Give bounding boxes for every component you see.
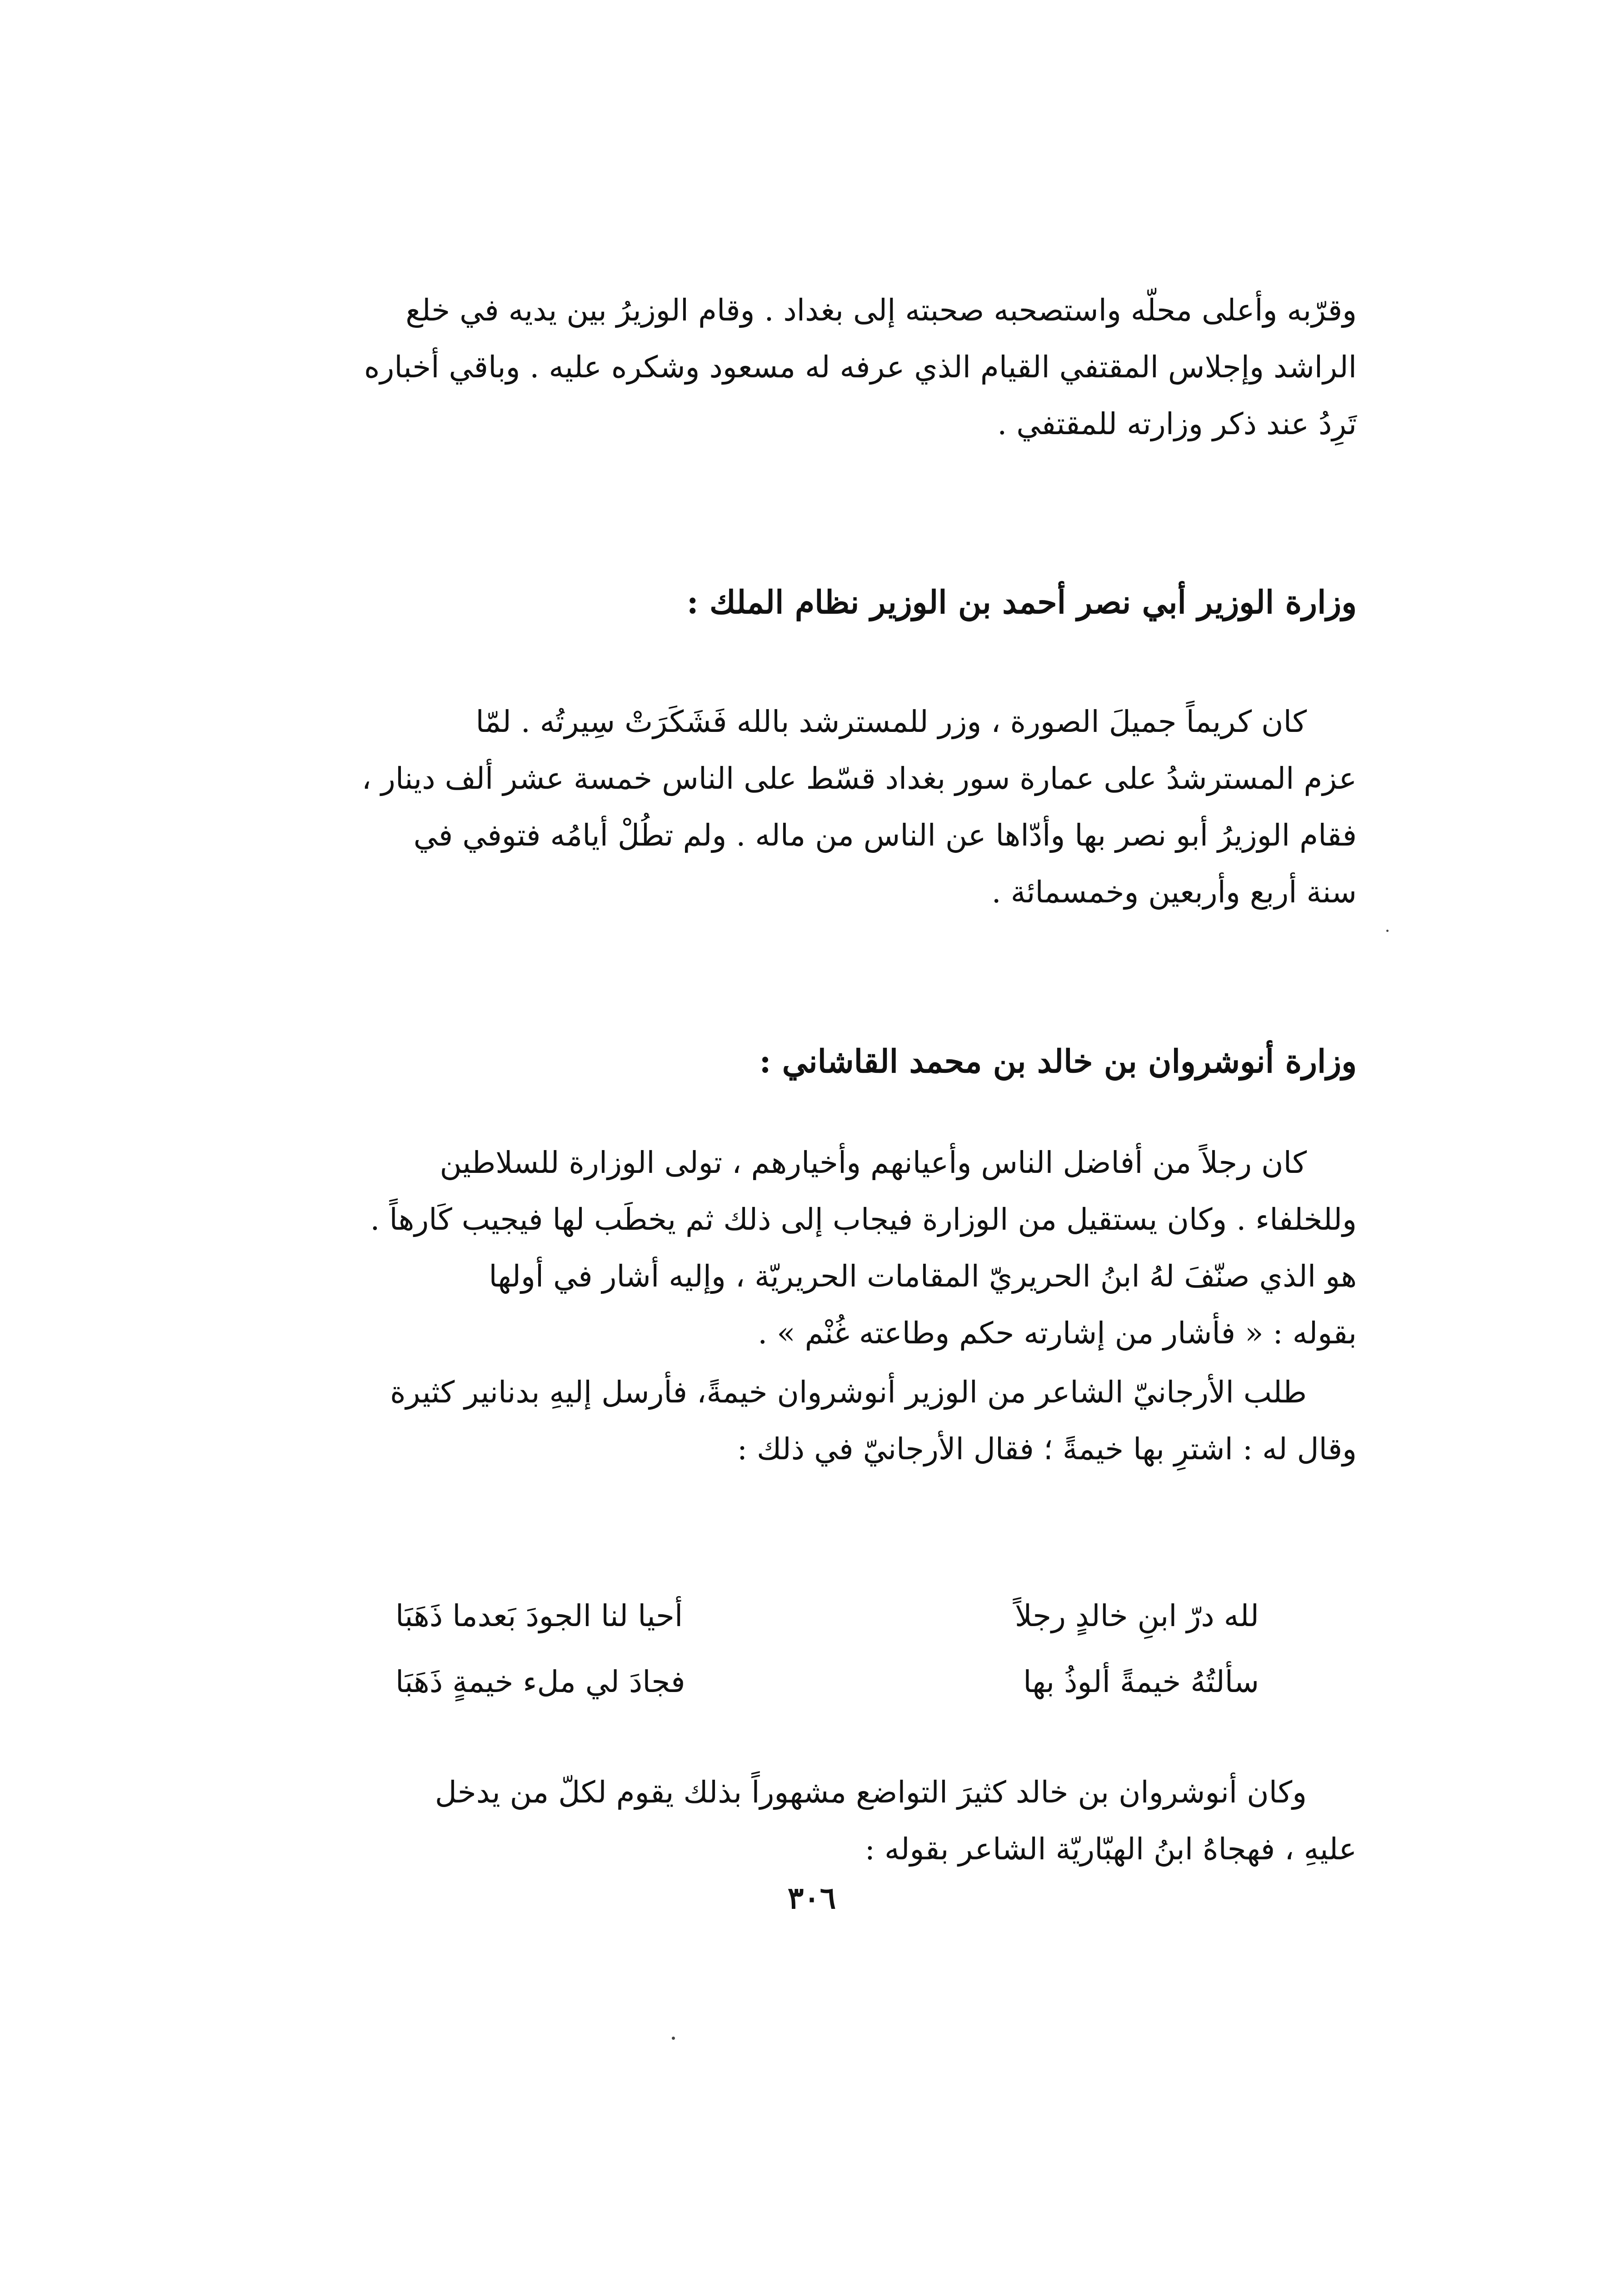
text-line: بقوله : « فأشار من إشارته حكم وطاعته غُنْم » . [758, 1316, 1357, 1351]
text-line: عليهِ ، فهجاهُ ابنُ الهبّاريّة الشاعر بقوله : [864, 1832, 1357, 1867]
text-line: كان كريماً جميلَ الصورة ، وزر للمسترشد بالله فَشَكَرَتْ سِيرتُه . لمّا [475, 704, 1307, 739]
text-line: تَرِدُ عند ذكر وزارته للمقتفي . [997, 406, 1357, 441]
text-line: وكان أنوشروان بن خالد كثيرَ التواضع مشهوراً بذلك يقوم لكلّ من يدخل [435, 1775, 1307, 1810]
section-heading-anushirwan: وزارة أنوشروان بن خالد بن محمد القاشاني : [759, 1042, 1357, 1080]
poem-second-hemistich: أحيا لنا الجودَ بَعدما ذَهَبَا [395, 1598, 683, 1633]
scan-speck [1386, 930, 1389, 932]
text-line: الراشد وإجلاس المقتفي القيام الذي عرفه له مسعود وشكره عليه . وباقي أخباره [364, 350, 1357, 385]
continuation-paragraph [273, 282, 1357, 452]
text-line: وللخلفاء . وكان يستقيل من الوزارة فيجاب إلى ذلك ثم يخطَب لها فيجيب كَارهاً . [370, 1202, 1357, 1237]
poem-verse-1 [395, 1589, 1259, 1643]
page-number: ٣٠٦ [787, 1880, 836, 1916]
anushirwan-paragraph [273, 1134, 1357, 1362]
text-line: هو الذي صنّفَ لهُ ابنُ الحريريّ المقامات الحريريّة ، وإليه أشار في أولها [489, 1259, 1357, 1294]
abu-nasr-paragraph [273, 693, 1357, 921]
text-line: وقرّبه وأعلى محلّه واستصحبه صحبته إلى بغداد . وقام الوزيرُ بين يديه في خلع [405, 293, 1357, 328]
poem-first-hemistich: لله درّ ابنِ خالدٍ رجلاً [1014, 1598, 1259, 1633]
poem-second-hemistich: فجادَ لي ملء خيمةٍ ذَهَبَا [395, 1664, 685, 1699]
ibn-habbariya-paragraph [273, 1764, 1357, 1877]
arrajani-paragraph [273, 1364, 1357, 1477]
text-line: عزم المسترشدُ على عمارة سور بغداد قسّط على الناس خمسة عشر ألف دينار ، [361, 761, 1357, 796]
text-line: فقام الوزيرُ أبو نصر بها وأدّاها عن الناس من ماله . ولم تطُلْ أيامُه فتوفي في [413, 818, 1357, 853]
poem-first-hemistich: سألتُهُ خيمةً ألوذُ بها [1023, 1664, 1259, 1699]
text-line: طلب الأرجانيّ الشاعر من الوزير أنوشروان خيمةً، فأرسل إليهِ بدنانير كثيرة [390, 1375, 1307, 1410]
text-line: كان رجلاً من أفاضل الناس وأعيانهم وأخيارهم ، تولى الوزارة للسلاطين [440, 1145, 1307, 1180]
section-heading-abu-nasr: وزارة الوزير أبي نصر أحمد بن الوزير نظام الملك : [686, 583, 1357, 621]
scan-speck [672, 2037, 675, 2040]
text-line: وقال له : اشترِ بها خيمةً ؛ فقال الأرجانيّ في ذلك : [737, 1432, 1357, 1467]
text-line: سنة أربع وأربعين وخمسمائة . [991, 875, 1357, 910]
poem-verse-2 [395, 1655, 1259, 1709]
